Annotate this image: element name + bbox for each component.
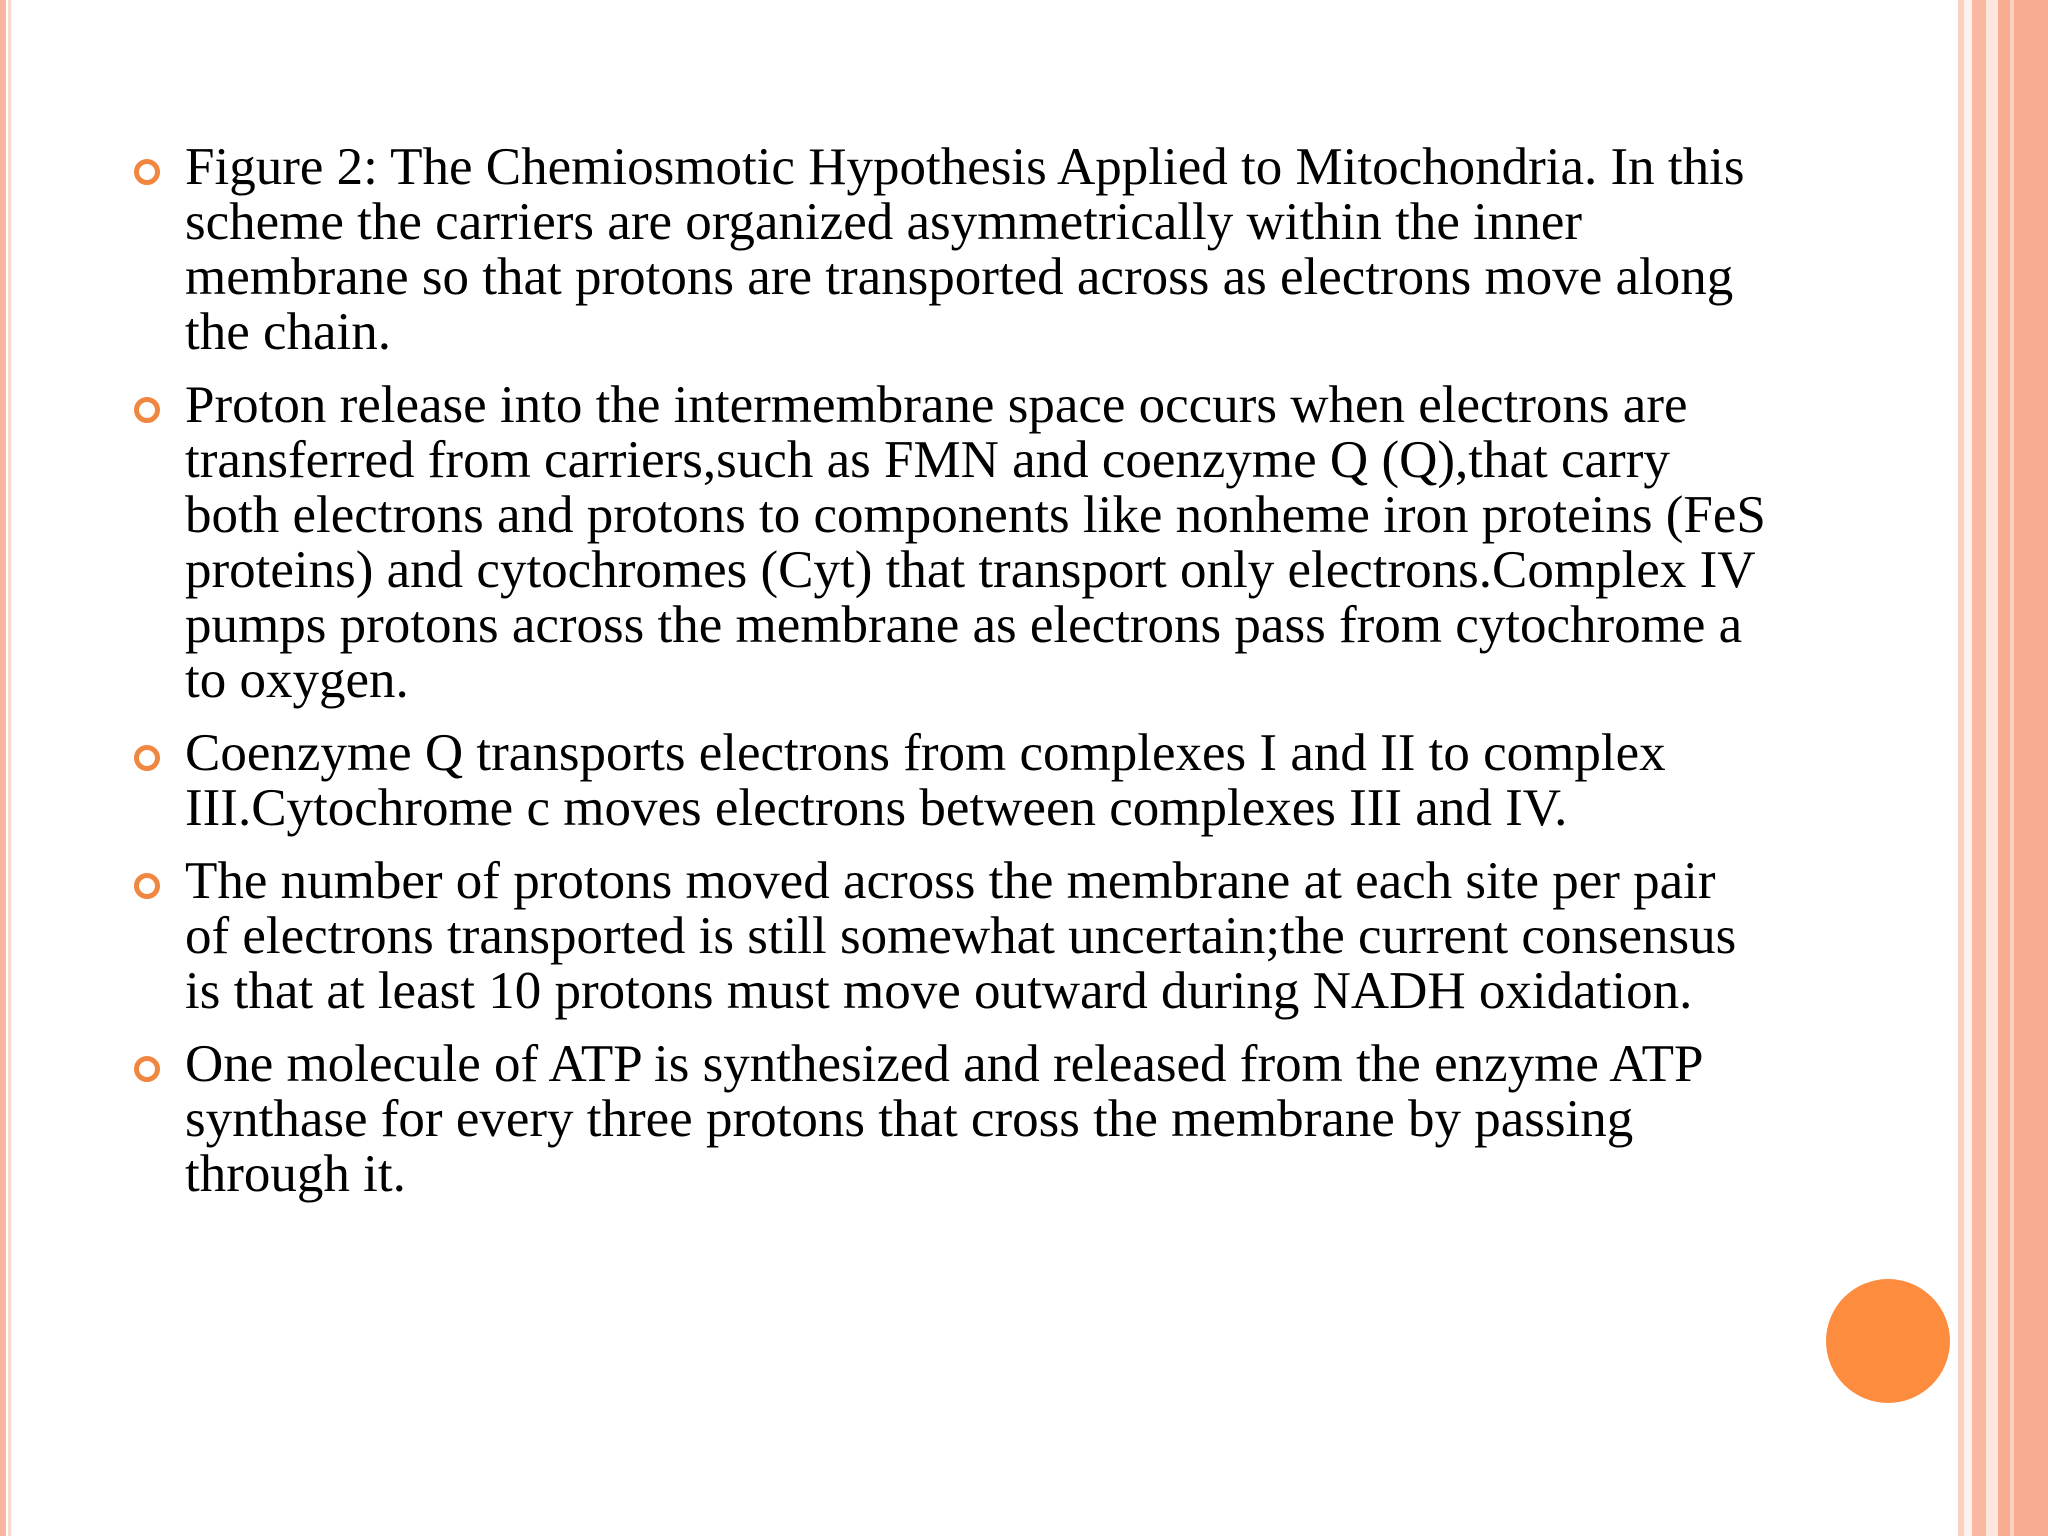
bullet-item — [130, 1037, 1770, 1202]
bullet-text: Proton release into the intermembrane space occurs when electrons are transferred from carriers,such as FMN and coenzyme Q (Q),that carry both electrons and protons to components like nonheme iron proteins (FeS proteins) and cytochromes (Cyt) that transport only electrons.Complex IV pumps protons across the membrane as electrons pass from cytochrome a to oxygen. — [185, 376, 1766, 709]
bullet-item — [130, 140, 1770, 360]
right-band-mid-stripe — [1972, 0, 1986, 1536]
bullet-text: Figure 2: The Chemiosmotic Hypothesis Applied to Mitochondria. In this scheme the carriers are organized asymmetrically within the inner membrane so that protons are transported across as electrons move along the chain. — [185, 138, 1745, 361]
bullet-text: Coenzyme Q transports electrons from complexes I and II to complex III.Cytochrome c moves electrons between complexes III and IV. — [185, 724, 1666, 837]
right-band-gap — [1964, 0, 1972, 1536]
ring-bullet-icon — [134, 1056, 160, 1082]
bullet-text: The number of protons moved across the membrane at each site per pair of electrons transported is still somewhat uncertain;the current consensus is that at least 10 protons must move outward during NADH oxidation. — [185, 852, 1737, 1020]
bullet-list — [130, 140, 1770, 1202]
slide-content — [130, 140, 1770, 1220]
bullet-text: One molecule of ATP is synthesized and released from the enzyme ATP synthase for every three protons that cross the membrane by passing through it. — [185, 1035, 1702, 1203]
right-band-outer — [1998, 0, 2048, 1536]
left-edge-stripe — [0, 0, 6, 1536]
right-band-light-stripe — [1986, 0, 1998, 1536]
bullet-item — [130, 854, 1770, 1019]
ring-bullet-icon — [134, 745, 160, 771]
ring-bullet-icon — [134, 159, 160, 185]
decorative-circle-icon — [1826, 1279, 1950, 1403]
right-band-outer-line — [2010, 0, 2014, 1536]
bullet-item — [130, 378, 1770, 708]
bullet-item — [130, 726, 1770, 836]
ring-bullet-icon — [134, 873, 160, 899]
left-edge-stripe-light — [8, 0, 11, 1536]
ring-bullet-icon — [134, 397, 160, 423]
